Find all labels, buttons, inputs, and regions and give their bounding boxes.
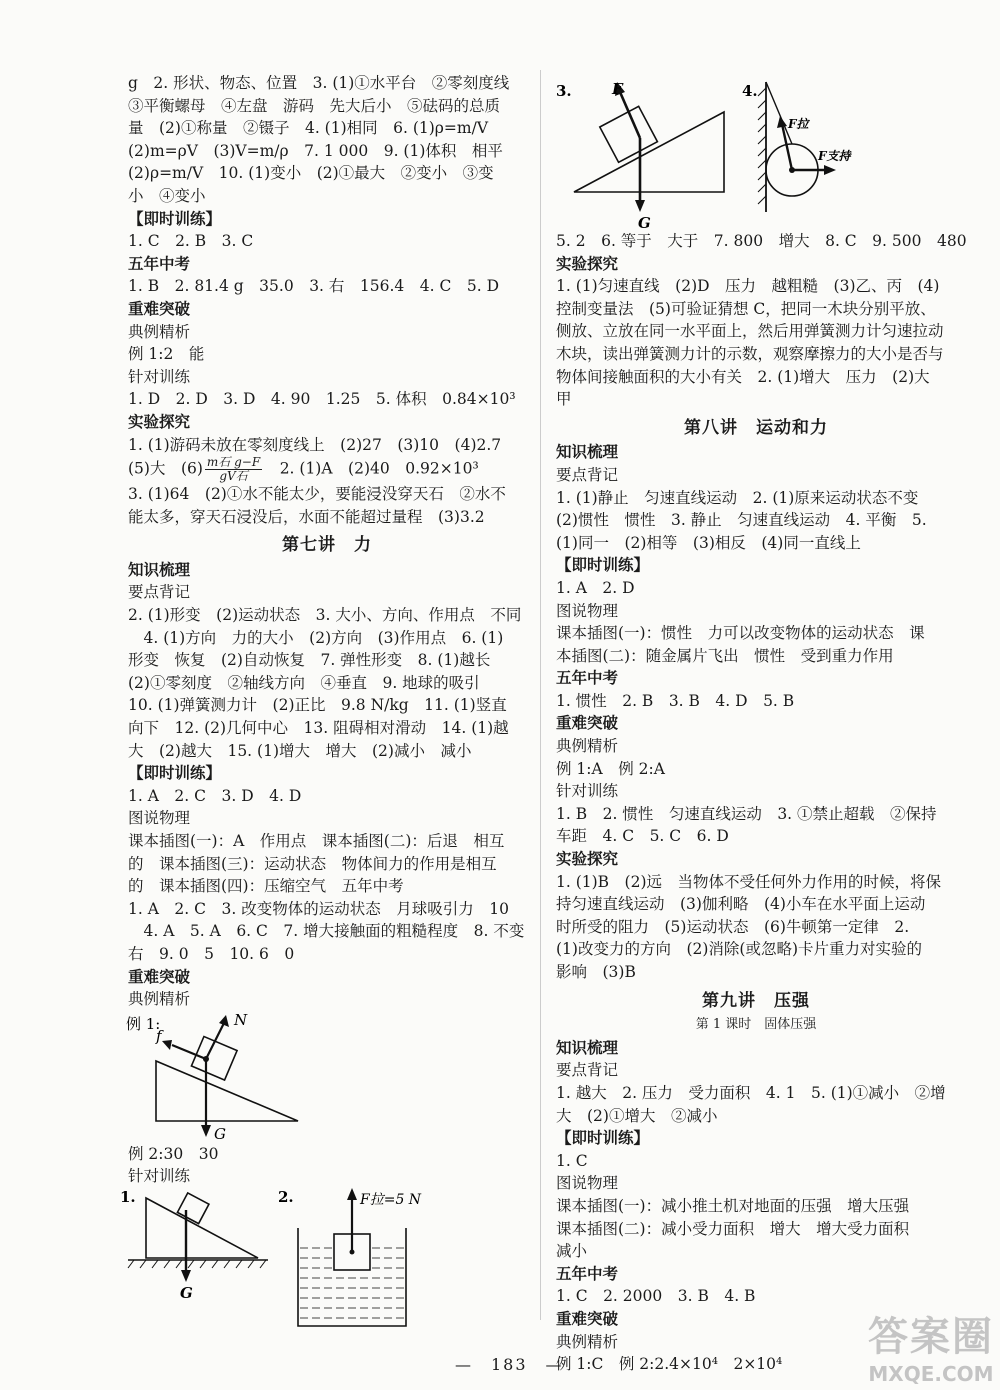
r3-f-label: F: [612, 80, 623, 98]
text-line: 甲: [556, 390, 572, 409]
text-line: 重难突破: [556, 713, 619, 733]
r3-label: 3.: [556, 82, 572, 100]
training-figures: [120, 1187, 526, 1338]
text-line: 1. C 2. 2000 3. B 4. B: [556, 1287, 756, 1306]
fraction: [205, 456, 262, 483]
text-line: 典例精析: [128, 322, 191, 341]
text-line: 时所受的阻力 (5)运动状态 (6)牛顿第一定律 2.: [556, 917, 910, 936]
t2-label: 2.: [278, 1187, 294, 1206]
text-line: 侧放、立放在同一水平面上，然后用弹簧测力计匀速拉动: [556, 322, 944, 341]
chapter-8-title: 第八讲 运动和力: [684, 417, 828, 438]
text-line: 重难突破: [556, 1308, 619, 1328]
text-line: 2. (1)形变 (2)运动状态 3. 大小、方向、作用点 不同: [128, 606, 522, 625]
text-line: 1. 越大 2. 压力 受力面积 4. 1 5. (1)①减小 ②增: [556, 1083, 946, 1102]
text-line: 实验探究: [556, 849, 619, 869]
text-line: 车距 4. C 5. C 6. D: [556, 827, 729, 846]
text-line: 小 ④变小: [128, 186, 206, 205]
text-line: 课本插图(二)：减小受力面积 增大 增大受力面积: [556, 1219, 910, 1238]
column-divider: [540, 70, 541, 1320]
fraction-numerator: m石 g−F: [206, 455, 261, 470]
text-line: 1. A 2. D: [556, 578, 635, 597]
ex1-label: 例 1:: [126, 1014, 161, 1033]
text-line: 1. B 2. 惯性 匀速直线运动 3. ①禁止超载 ②保持: [556, 804, 937, 823]
text-line: 课本插图(一)：减小推土机对地面的压强 增大压强: [556, 1196, 910, 1215]
text-line: (2)惯性 惯性 3. 静止 匀速直线运动 4. 平衡 5.: [556, 511, 927, 530]
text-line: 课本插图(一)：A 作用点 课本插图(二)：后退 相互: [128, 832, 505, 850]
watermark: [868, 1305, 994, 1386]
text-line: 针对训练: [556, 782, 619, 801]
text-line: 右 9. 0 5 10. 6 0: [128, 944, 295, 963]
left-experiment-block: [128, 483, 526, 528]
text-line: 影响 (3)B: [556, 963, 636, 981]
text-line: 知识梳理: [128, 559, 191, 579]
text-line: 知识梳理: [556, 1037, 619, 1057]
fraction-line: [128, 456, 526, 483]
train-heading: 针对训练: [128, 1167, 191, 1186]
right-top-block: [556, 230, 967, 411]
chapter-8-block: [556, 441, 956, 983]
figures-3-4: [556, 72, 956, 230]
text-line: 图说物理: [128, 809, 191, 828]
text-line: 3. (1)64 (2)①水不能太少，要能浸没穿天石 ②水不: [128, 485, 506, 504]
text-line: 减小: [556, 1242, 588, 1261]
text-line: g 2. 形状、物态、位置 3. (1)①水平台 ②零刻度线: [128, 74, 510, 92]
text-line: 的 课本插图(四)：压缩空气 五年中考: [128, 877, 404, 896]
watermark-logo: 答案圈: [868, 1314, 994, 1360]
incline: [156, 1061, 298, 1121]
t1-g-label: G: [180, 1283, 193, 1302]
t2-f-label: F拉=5 N: [360, 1191, 422, 1208]
left-column: [120, 72, 526, 1338]
text-line: 实验探究: [128, 411, 191, 431]
example-2: 例 2:30 30: [128, 1144, 219, 1163]
text-line: 1. C 2. B 3. C: [128, 232, 254, 251]
text-line: 实验探究: [556, 253, 619, 273]
frac-post: 2. (1)A (2)40 0.92×10³: [264, 459, 479, 478]
text-line: 【即时训练】: [556, 1128, 650, 1148]
r4-label: 4.: [742, 82, 758, 100]
text-line: 重难突破: [128, 298, 191, 318]
text-line: 要点背记: [556, 465, 619, 484]
text-line: 1. C: [556, 1151, 588, 1170]
left-answers-block: [128, 208, 526, 457]
text-line: 向下 12. (2)几何中心 13. 阻碍相对滑动 14. (1)越: [128, 719, 509, 738]
text-line: (2)①零刻度 ②轴线方向 ④垂直 9. 地球的吸引: [128, 673, 480, 692]
text-line: 要点背记: [556, 1061, 619, 1080]
watermark-url: MXQE.COM: [868, 1362, 994, 1386]
text-line: (1)同一 (2)相等 (3)相反 (4)同一直线上: [556, 533, 861, 552]
left-top-block: [128, 72, 526, 208]
text-line: 10. (1)弹簧测力计 (2)正比 9.8 N/kg 11. (1)竖直: [128, 696, 507, 715]
text-line: 图说物理: [556, 601, 619, 620]
chapter-9-title: 第九讲 压强: [702, 990, 810, 1011]
text-line: 控制变量法 (5)可验证猜想 C，把同一木块分别平放、: [556, 299, 936, 318]
text-line: 【即时训练】: [128, 208, 222, 228]
text-line: 五年中考: [556, 668, 619, 688]
text-line: 重难突破: [128, 966, 191, 986]
text-line: 大 (2)①增大 ②减小: [556, 1106, 718, 1125]
fraction-denominator: gV石: [219, 469, 248, 484]
text-line: 物体间接触面积的大小有关 2. (1)增大 压力 (2)大: [556, 367, 930, 386]
text-line: 本插图(二)：随金属片飞出 惯性 受到重力作用: [556, 646, 894, 665]
text-line: 典例精析: [556, 1332, 619, 1351]
t1-label: 1.: [120, 1187, 136, 1206]
text-line: 量 (2)①称量 ②镊子 4. (1)相同 6. (1)ρ=m/V: [128, 119, 489, 138]
r4-tension-label: F拉: [788, 117, 809, 131]
text-line: 课本插图(一)：惯性 力可以改变物体的运动状态 课: [556, 624, 925, 643]
n-label: N: [234, 1010, 248, 1029]
text-line: 能太多，穿天石浸没后，水面不能超过量程 (3)3.2: [128, 507, 485, 526]
r3-g-label: G: [638, 214, 651, 232]
text-line: 形变 恢复 (2)自动恢复 7. 弹性形变 8. (1)越长: [128, 651, 491, 670]
text-line: 1. (1)游码未放在零刻度线上 (2)27 (3)10 (4)2.7: [128, 435, 502, 454]
text-line: 1. (1)匀速直线 (2)D 压力 越粗糙 (3)乙、丙 (4): [556, 277, 940, 296]
text-line: 1. B 2. 81.4 g 35.0 3. 右 156.4 4. C 5. D: [128, 277, 500, 296]
text-line: 1. D 2. D 3. D 4. 90 1.25 5. 体积 0.84×10³: [128, 390, 516, 409]
text-line: 1. A 2. C 3. 改变物体的运动状态 月球吸引力 10: [128, 899, 509, 918]
text-line: 五年中考: [128, 253, 191, 273]
text-line: 5. 2 6. 等于 大于 7. 800 增大 8. C 9. 500 480: [556, 232, 967, 250]
text-line: 木块，读出弹簧测力计的示数，观察摩擦力的大小是否与: [556, 344, 944, 363]
text-line: (2)ρ=m/V 10. (1)变小 (2)①最大 ②变小 ③变: [128, 164, 494, 183]
text-line: 的 课本插图(三)：运动状态 物体间力的作用是相互: [128, 854, 497, 873]
text-line: 知识梳理: [556, 442, 619, 462]
text-line: 针对训练: [128, 367, 191, 386]
text-line: 持匀速直线运动 (3)伽利略 (4)小车在水平面上运动: [556, 895, 926, 914]
example-1-figure: [128, 1011, 526, 1143]
text-line: ③平衡螺母 ④左盘 游码 先大后小 ⑤砝码的总质: [128, 96, 501, 115]
text-line: 例 1:A 例 2:A: [556, 759, 665, 778]
g-label: G: [214, 1124, 226, 1143]
text-line: 1. (1)B (2)远 当物体不受任何外力作用的时候，将保: [556, 872, 942, 891]
text-line: 4. (1)方向 力的大小 (2)方向 (3)作用点 6. (1): [128, 628, 504, 647]
text-line: (2)m=ρV (3)V=m/ρ 7. 1 000 9. (1)体积 相平: [128, 141, 503, 160]
text-line: 五年中考: [556, 1263, 619, 1283]
text-line: 【即时训练】: [556, 555, 650, 575]
text-line: 1. 惯性 2. B 3. B 4. D 5. B: [556, 691, 795, 710]
chapter-7-title: 第七讲 力: [282, 535, 372, 556]
text-line: (1)改变力的方向 (2)消除(或忽略)卡片重力对实验的: [556, 940, 923, 959]
chapter-7-block: [128, 559, 526, 1011]
right-column: [556, 72, 967, 1376]
text-line: 典例精析: [128, 990, 191, 1009]
f-label: f: [156, 1026, 162, 1045]
chapter-9-subtitle: 第 1 课时 固体压强: [695, 1017, 817, 1033]
text-line: 例 1:C 例 2:2.4×10⁴ 2×10⁴: [556, 1355, 783, 1374]
text-line: 4. A 5. A 6. C 7. 增大接触面的粗糙程度 8. 不变: [128, 922, 525, 941]
frac-pre: (5)大 (6): [128, 459, 203, 478]
page-number: — 183 —: [455, 1355, 564, 1374]
text-line: 【即时训练】: [128, 763, 222, 783]
text-line: 大 (2)越大 15. (1)增大 增大 (2)减小 减小: [128, 741, 472, 760]
text-line: 例 1:2 能: [128, 345, 205, 364]
text-line: 1. (1)静止 匀速直线运动 2. (1)原来运动状态不变: [556, 488, 919, 507]
r4-support-label: F支持: [818, 149, 851, 163]
text-line: 1. A 2. C 3. D 4. D: [128, 786, 302, 805]
text-line: 典例精析: [556, 737, 619, 756]
text-line: 图说物理: [556, 1174, 619, 1193]
text-line: 要点背记: [128, 583, 191, 602]
